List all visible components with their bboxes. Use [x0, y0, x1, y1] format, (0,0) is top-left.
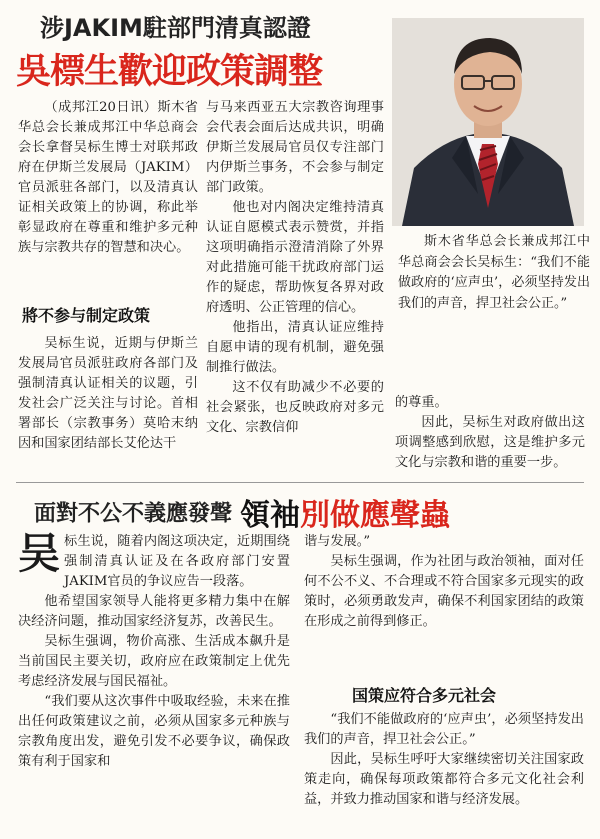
paragraph: 因此，吴标生呼吁大家继续密切关注国家政策走向，确保每项政策都符合多元文化社会利益，并致力推动国家和谐与经济发展。 — [304, 752, 584, 807]
section-divider — [16, 482, 584, 483]
article-column-1b — [18, 334, 198, 454]
paragraph: 谐与发展。” — [304, 534, 371, 549]
article-column-1 — [18, 98, 198, 258]
portrait-photo — [392, 18, 584, 226]
second-headline — [34, 490, 450, 534]
subheading-2: 国策应符合多元社会 — [352, 686, 497, 705]
photo-caption: 斯木省华总会长兼成邦江中华总商会会长吴标生：“我们不能做政府的‘应声虫’，必须坚持发出我们的声音，捍卫社会公正。” — [398, 234, 590, 311]
lead-text: 标生说，随着内阁这项决定，近期围绕强制清真认证及在各政府部门安置JAKIM官员的争议应告一段落。 — [64, 534, 290, 589]
paragraph: 这不仅有助减少不必要的社会紧张，也反映政府对多元文化、宗教信仰 — [206, 380, 384, 435]
paragraph: 吴标生强调，物价高涨、生活成本飙升是当前国民主要关切，政府应在政策制定上优先考虑经济发展与国民福祉。 — [18, 634, 290, 689]
paragraph: “我们要从这次事件中吸取经验，未来在推出任何政策建议之前，必须从国家多元种族与宗教角度出发，避免引发不必要争议，确保政策有利于国家和 — [18, 694, 290, 769]
article-column-right-2 — [304, 710, 584, 810]
article-column-3 — [395, 393, 585, 473]
paragraph: 因此，吴标生对政府做出这项调整感到欣慰，这是维护多元文化与宗教和谐的重要一步。 — [395, 415, 585, 470]
subheading-1: 將不参与制定政策 — [22, 306, 151, 325]
drop-cap: 吴 — [18, 532, 61, 578]
article-column-2 — [206, 98, 384, 438]
paragraph: 的尊重。 — [395, 395, 448, 410]
paragraph: 吴标生说，近期与伊斯兰发展局官员派驻政府各部门及强制清真认证相关的议题，引发社会广泛关注与讨论。首相署部长（宗教事务）莫哈末纳因和国家团结部长艾伦达干 — [18, 336, 198, 451]
lead-paragraph — [18, 532, 290, 592]
paragraph: 他指出，清真认证应维持自愿申请的现有机制，避免强制推行做法。 — [206, 320, 384, 375]
paragraph: 吴标生强调，作为社团与政治领袖，面对任何不公不义、不合理或不符合国家多元现实的政策时，必须勇敢发声，确保不利国家团结的政策在形成之前得到修正。 — [304, 554, 584, 629]
portrait-illustration — [392, 18, 584, 226]
paragraph: 他希望国家领导人能将更多精力集中在解决经济问题，推动国家经济复苏，改善民生。 — [18, 594, 290, 629]
kicker-headline: 涉JAKIM駐部門清真認證 — [40, 14, 311, 42]
main-headline: 吳標生歡迎政策調整 — [16, 52, 323, 92]
second-headline-part-b: 領袖 — [240, 498, 301, 533]
paragraph: 他也对内阁决定维持清真认证自愿模式表示赞赏，并指这项明确指示澄清消除了外界对此措施可能干扰政府部门运作的疑虑，帮助恢复各界对政府透明、公正管理的信心。 — [206, 200, 384, 315]
paragraph: 与马来西亚五大宗教咨询理事会代表会面后达成共识，明确伊斯兰发展局官员仅专注部门内伊斯兰事务，不会参与制定部门政策。 — [206, 100, 384, 195]
article-column-right — [304, 532, 584, 632]
paragraph: （成邦江20日讯）斯木省华总会长兼成邦江中华总商会会长拿督吴标生博士对联邦政府在伊斯兰发展局（JAKIM）官员派驻各部门，以及清真认证相关政策上的协调，称此举彰显政府在尊重和维护多元种族与宗教共存的智慧和决心。 — [18, 100, 198, 255]
paragraph: “我们不能做政府的‘应声虫’，必须坚持发出我们的声音，捍卫社会公正。” — [304, 712, 584, 747]
article-column-left — [18, 532, 290, 772]
second-headline-part-c: 別做應聲蟲 — [300, 498, 451, 533]
second-headline-part-a: 面對不公不義應發聲 — [34, 501, 233, 527]
